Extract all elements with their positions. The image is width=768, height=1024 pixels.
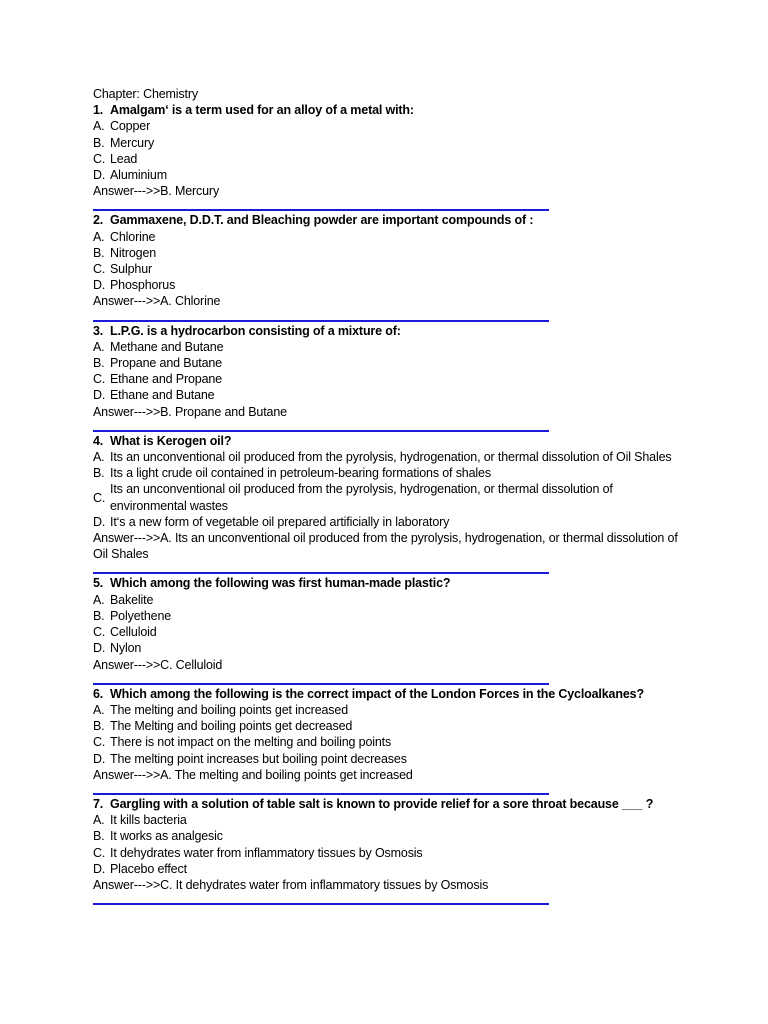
answer-line: Answer--->>C. It dehydrates water from inflammatory tissues by Osmosis bbox=[93, 877, 489, 892]
option-a bbox=[93, 229, 678, 245]
option-text: Nylon bbox=[110, 641, 142, 656]
option-letter: D. bbox=[93, 514, 106, 529]
option-text: Methane and Butane bbox=[110, 339, 224, 354]
option-letter: B. bbox=[93, 245, 105, 260]
option-text: Polyethene bbox=[110, 608, 172, 623]
section-divider bbox=[93, 572, 549, 574]
option-text: The Melting and boiling points get decreased bbox=[110, 719, 353, 734]
option-text: Its a light crude oil contained in petroleum-bearing formations of shales bbox=[110, 466, 491, 481]
option-list bbox=[93, 702, 678, 767]
question-number: 3. bbox=[93, 323, 104, 338]
option-text: Aluminium bbox=[110, 168, 167, 183]
option-text: Nitrogen bbox=[110, 245, 157, 260]
option-b bbox=[93, 135, 678, 151]
option-letter: D. bbox=[93, 168, 106, 183]
option-letter: A. bbox=[93, 813, 105, 828]
option-text: Phosphorus bbox=[110, 278, 176, 293]
answer-line: Answer--->>C. Celluloid bbox=[93, 657, 223, 672]
option-b bbox=[93, 718, 678, 734]
question-1 bbox=[93, 102, 678, 211]
answer-line: Answer--->>A. The melting and boiling points get increased bbox=[93, 767, 413, 782]
question-title bbox=[93, 212, 678, 228]
question-4 bbox=[93, 433, 678, 575]
option-letter: A. bbox=[93, 450, 105, 465]
option-c bbox=[93, 624, 678, 640]
option-list bbox=[93, 812, 678, 877]
option-b bbox=[93, 465, 678, 481]
option-text: It‘s a new form of vegetable oil prepared artificially in laboratory bbox=[110, 514, 450, 529]
option-text: Celluloid bbox=[110, 625, 157, 640]
question-title bbox=[93, 102, 678, 118]
question-7 bbox=[93, 796, 678, 905]
option-d bbox=[93, 861, 678, 877]
option-letter: A. bbox=[93, 229, 105, 244]
option-d bbox=[93, 167, 678, 183]
option-letter: B. bbox=[93, 608, 105, 623]
option-text: There is not impact on the melting and boiling points bbox=[110, 735, 392, 750]
answer-line: Answer--->>A. Its an unconventional oil produced from the pyrolysis, hydrogenation, or thermal dissolution of Oil Shales bbox=[93, 531, 678, 562]
question-3 bbox=[93, 323, 678, 432]
option-c bbox=[93, 845, 678, 861]
section-divider bbox=[93, 903, 549, 905]
quiz-document bbox=[93, 86, 678, 906]
option-text: It works as analgesic bbox=[110, 829, 223, 844]
option-d bbox=[93, 640, 678, 656]
question-text: Amalgam‘ is a term used for an alloy of a metal with: bbox=[110, 103, 414, 118]
option-a bbox=[93, 702, 678, 718]
question-number: 4. bbox=[93, 433, 104, 448]
option-list bbox=[93, 229, 678, 294]
question-text: Which among the following was first human-made plastic? bbox=[110, 576, 451, 591]
option-c bbox=[93, 371, 678, 387]
question-number: 2. bbox=[93, 213, 104, 228]
option-letter: A. bbox=[93, 592, 105, 607]
option-letter: C. bbox=[93, 262, 106, 277]
option-d bbox=[93, 387, 678, 403]
question-number: 5. bbox=[93, 576, 104, 591]
option-letter: C. bbox=[93, 372, 106, 387]
option-text: Copper bbox=[110, 119, 151, 134]
option-text: It kills bacteria bbox=[110, 813, 187, 828]
option-b bbox=[93, 245, 678, 261]
option-letter: D. bbox=[93, 751, 106, 766]
option-a bbox=[93, 592, 678, 608]
option-text: Sulphur bbox=[110, 262, 153, 277]
option-letter: C. bbox=[93, 625, 106, 640]
option-text: Propane and Butane bbox=[110, 356, 222, 371]
question-title bbox=[93, 575, 678, 591]
option-text: Mercury bbox=[110, 135, 155, 150]
option-d bbox=[93, 751, 678, 767]
question-title bbox=[93, 323, 678, 339]
option-letter: C. bbox=[93, 735, 106, 750]
option-letter: C. bbox=[93, 845, 106, 860]
option-letter: D. bbox=[93, 278, 106, 293]
answer-line: Answer--->>B. Mercury bbox=[93, 184, 220, 199]
option-letter: A. bbox=[93, 119, 105, 134]
question-5 bbox=[93, 575, 678, 684]
option-letter: B. bbox=[93, 356, 105, 371]
question-text: Gargling with a solution of table salt is known to provide relief for a sore throat because ___ ? bbox=[110, 796, 654, 811]
option-letter: B. bbox=[93, 719, 105, 734]
question-2 bbox=[93, 212, 678, 321]
option-list bbox=[93, 339, 678, 404]
option-a bbox=[93, 118, 678, 134]
option-b bbox=[93, 608, 678, 624]
option-letter: C. bbox=[93, 490, 106, 505]
question-text: Gammaxene, D.D.T. and Bleaching powder are important compounds of : bbox=[110, 213, 534, 228]
option-text: Its an unconventional oil produced from the pyrolysis, hydrogenation, or thermal dissolution of environmental wastes bbox=[110, 482, 613, 513]
section-divider bbox=[93, 430, 549, 432]
option-c bbox=[93, 151, 678, 167]
option-c bbox=[93, 734, 678, 750]
option-letter: D. bbox=[93, 861, 106, 876]
option-text: The melting and boiling points get increased bbox=[110, 702, 348, 717]
option-text: Placebo effect bbox=[110, 861, 187, 876]
section-divider bbox=[93, 320, 549, 322]
option-text: Bakelite bbox=[110, 592, 154, 607]
option-letter: D. bbox=[93, 388, 106, 403]
option-d bbox=[93, 277, 678, 293]
option-text: Chlorine bbox=[110, 229, 156, 244]
answer-line: Answer--->>B. Propane and Butane bbox=[93, 404, 287, 419]
question-title bbox=[93, 433, 678, 449]
option-b bbox=[93, 828, 678, 844]
question-title bbox=[93, 686, 678, 702]
option-letter: B. bbox=[93, 135, 105, 150]
option-letter: A. bbox=[93, 339, 105, 354]
option-list bbox=[93, 592, 678, 657]
answer-line: Answer--->>A. Chlorine bbox=[93, 294, 221, 309]
option-c bbox=[93, 481, 678, 513]
option-text: Its an unconventional oil produced from the pyrolysis, hydrogenation, or thermal dissolution of Oil Shales bbox=[110, 450, 672, 465]
option-d bbox=[93, 514, 678, 530]
question-text: L.P.G. is a hydrocarbon consisting of a mixture of: bbox=[110, 323, 401, 338]
section-divider bbox=[93, 793, 549, 795]
option-text: It dehydrates water from inflammatory tissues by Osmosis bbox=[110, 845, 423, 860]
option-letter: A. bbox=[93, 702, 105, 717]
option-text: Lead bbox=[110, 151, 138, 166]
question-number: 6. bbox=[93, 686, 104, 701]
option-c bbox=[93, 261, 678, 277]
option-b bbox=[93, 355, 678, 371]
question-number: 7. bbox=[93, 796, 104, 811]
option-text: The melting point increases but boiling point decreases bbox=[110, 751, 407, 766]
question-number: 1. bbox=[93, 103, 104, 118]
option-letter: D. bbox=[93, 641, 106, 656]
option-a bbox=[93, 812, 678, 828]
section-divider bbox=[93, 683, 549, 685]
option-letter: B. bbox=[93, 466, 105, 481]
option-letter: B. bbox=[93, 829, 105, 844]
option-a bbox=[93, 339, 678, 355]
question-text: What is Kerogen oil? bbox=[110, 433, 232, 448]
question-6 bbox=[93, 686, 678, 795]
chapter-heading: Chapter: Chemistry bbox=[93, 87, 198, 101]
option-letter: C. bbox=[93, 151, 106, 166]
option-text: Ethane and Butane bbox=[110, 388, 215, 403]
question-text: Which among the following is the correct impact of the London Forces in the Cycloalkanes? bbox=[110, 686, 644, 701]
section-divider bbox=[93, 209, 549, 211]
option-text: Ethane and Propane bbox=[110, 372, 222, 387]
option-a bbox=[93, 449, 678, 465]
option-list bbox=[93, 118, 678, 183]
option-list bbox=[93, 449, 678, 530]
question-title bbox=[93, 796, 678, 812]
